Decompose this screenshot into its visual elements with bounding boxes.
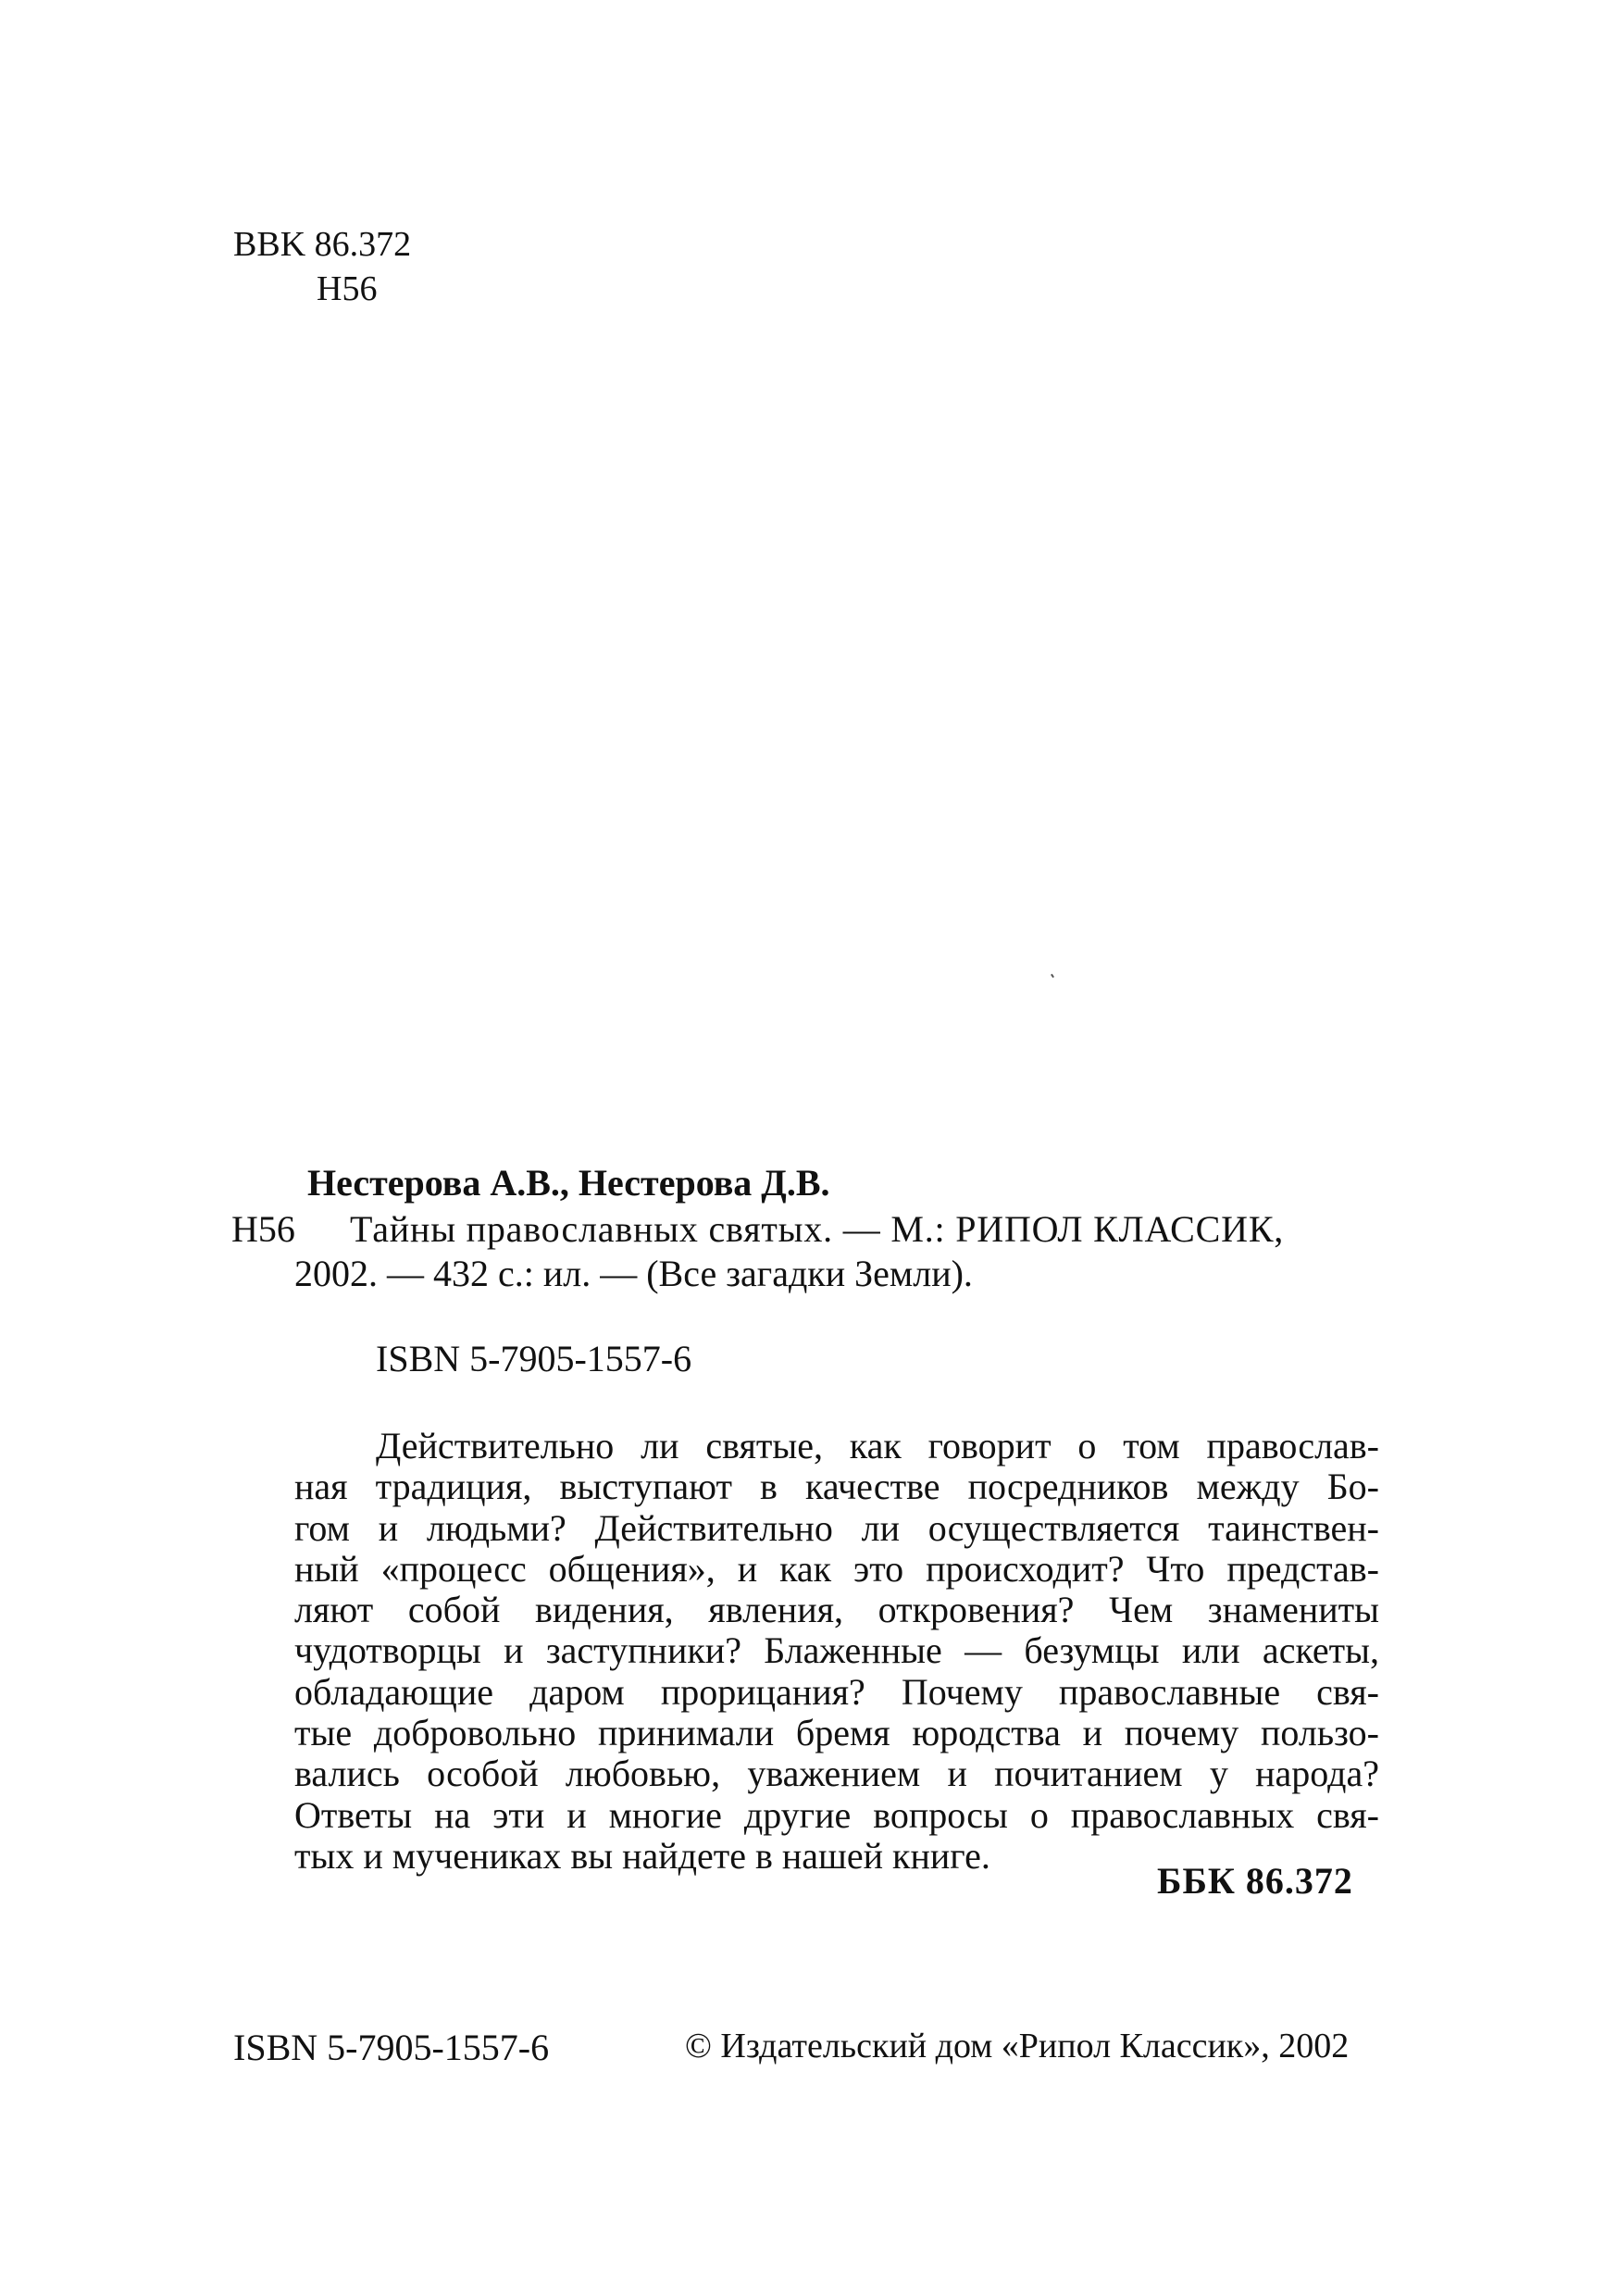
annotation-line: ная традиция, выступают в качестве посредников между Бо-: [294, 1466, 1379, 1508]
annotation-paragraph: [294, 1426, 1379, 1877]
annotation-line: Действительно ли святые, как говорит о том православ-: [376, 1425, 1379, 1466]
author-code: H56: [317, 269, 378, 308]
annotation-line: гом и людьми? Действительно ли осуществляется таинствен-: [294, 1506, 1379, 1549]
publication-line: 2002. — 432 с.: ил. — (Все загадки Земли).: [294, 1253, 973, 1294]
authors-heading: Нестерова А.В., Нестерова Д.В.: [307, 1162, 830, 1204]
isbn-record: ISBN 5-7905-1557-6: [376, 1338, 692, 1379]
annotation-line: ляют собой видения, явления, откровения? Чем знамениты: [294, 1589, 1379, 1631]
annotation-line: вались особой любовью, уважением и почитанием у народа?: [294, 1753, 1379, 1795]
bbk-code: BBK 86.372: [233, 225, 412, 264]
annotation-line: тых и мучениках вы найдете в нашей книге.: [294, 1834, 990, 1877]
annotation-line: чудотворцы и заступники? Блаженные — безумцы или аскеты,: [294, 1629, 1379, 1672]
annotation-line: обладающие даром прорицания? Почему православные свя-: [294, 1670, 1379, 1713]
top-classification: [233, 222, 411, 311]
book-title-line: Тайны православных святых. — М.: РИПОЛ КЛАССИК,: [350, 1208, 1285, 1250]
scan-speck: [1051, 974, 1054, 978]
annotation-line: Ответы на эти и многие другие вопросы о православных свя-: [294, 1793, 1379, 1836]
annotation-line: тые добровольно принимали бремя юродства и почему пользо-: [294, 1712, 1379, 1754]
annotation-line: ный «процесс общения», и как это происходит? Что представ-: [294, 1547, 1379, 1590]
copyright-notice: © Издательский дом «Рипол Классик», 2002: [685, 2027, 1350, 2065]
footer-isbn: ISBN 5-7905-1557-6: [233, 2027, 550, 2068]
bbk-index: ББК 86.372: [1157, 1860, 1353, 1902]
record-code: H56: [231, 1208, 295, 1250]
